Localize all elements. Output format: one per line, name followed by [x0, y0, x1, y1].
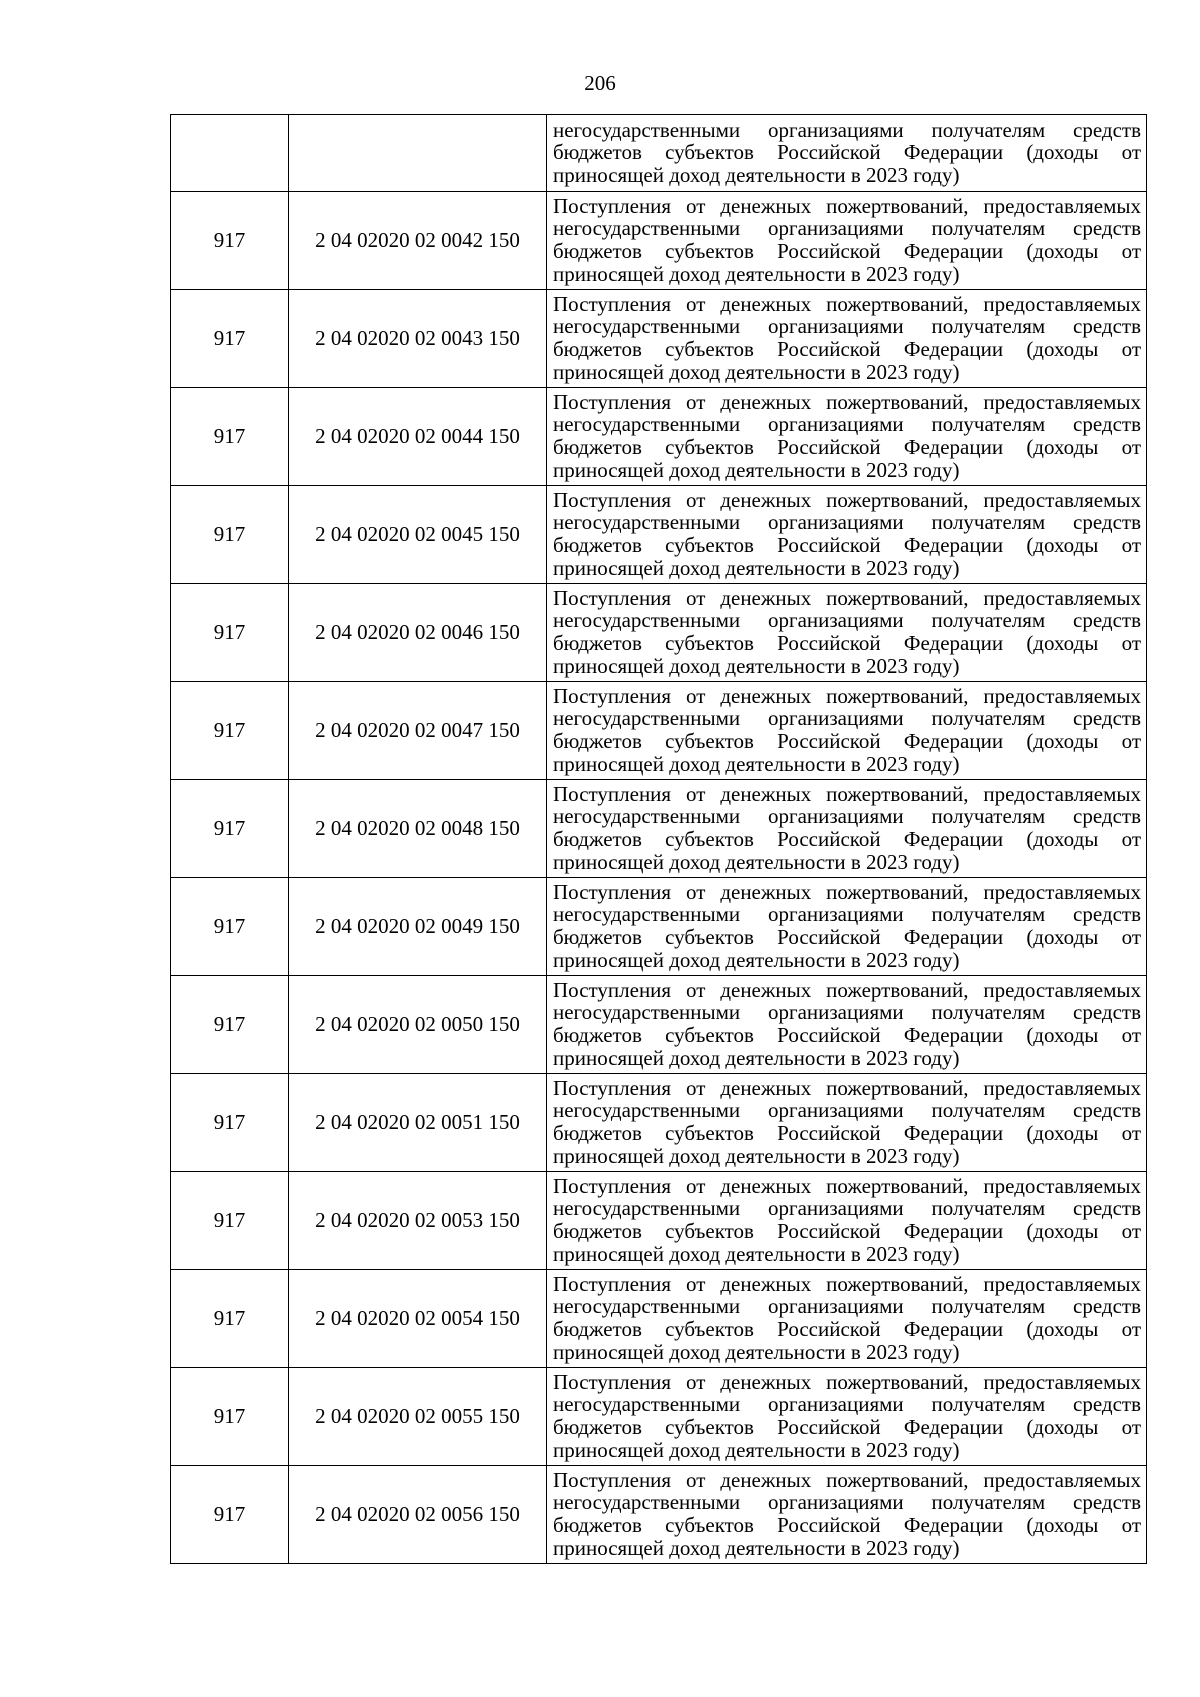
- table-row-continuation: [171, 115, 1147, 192]
- table-row: [171, 1270, 1147, 1368]
- kbk-code-cell: 2 04 02020 02 0054 150: [289, 1270, 547, 1368]
- admin-code-cell: 917: [171, 1074, 289, 1172]
- admin-code-cell: 917: [171, 584, 289, 682]
- admin-code-cell: [171, 115, 289, 192]
- kbk-code-cell: 2 04 02020 02 0043 150: [289, 290, 547, 388]
- admin-code-cell: 917: [171, 780, 289, 878]
- admin-code-cell: 917: [171, 976, 289, 1074]
- kbk-code-cell: 2 04 02020 02 0055 150: [289, 1368, 547, 1466]
- admin-code-cell: 917: [171, 878, 289, 976]
- admin-code-cell: 917: [171, 388, 289, 486]
- description-cell: Поступления от денежных пожертвований, предоставляемых негосударственными организациями получателям средств бюджетов субъектов Российской Федерации (доходы от приносящей доход деятельности в 2023 году): [547, 1466, 1147, 1564]
- table-row: [171, 1172, 1147, 1270]
- table-row: [171, 388, 1147, 486]
- description-cell: Поступления от денежных пожертвований, предоставляемых негосударственными организациями получателям средств бюджетов субъектов Российской Федерации (доходы от приносящей доход деятельности в 2023 году): [547, 584, 1147, 682]
- table-row: [171, 486, 1147, 584]
- admin-code-cell: 917: [171, 1270, 289, 1368]
- kbk-code-cell: 2 04 02020 02 0042 150: [289, 192, 547, 290]
- kbk-code-cell: 2 04 02020 02 0046 150: [289, 584, 547, 682]
- admin-code-cell: 917: [171, 1368, 289, 1466]
- table-row: [171, 780, 1147, 878]
- description-cell: Поступления от денежных пожертвований, предоставляемых негосударственными организациями получателям средств бюджетов субъектов Российской Федерации (доходы от приносящей доход деятельности в 2023 году): [547, 1368, 1147, 1466]
- description-cell: Поступления от денежных пожертвований, предоставляемых негосударственными организациями получателям средств бюджетов субъектов Российской Федерации (доходы от приносящей доход деятельности в 2023 году): [547, 1074, 1147, 1172]
- description-cell: Поступления от денежных пожертвований, предоставляемых негосударственными организациями получателям средств бюджетов субъектов Российской Федерации (доходы от приносящей доход деятельности в 2023 году): [547, 1270, 1147, 1368]
- table-row: [171, 584, 1147, 682]
- table-row: [171, 1466, 1147, 1564]
- table-row: [171, 1368, 1147, 1466]
- description-cell: негосударственными организациями получателям средств бюджетов субъектов Российской Федерации (доходы от приносящей доход деятельности в 2023 году): [547, 115, 1147, 192]
- description-cell: Поступления от денежных пожертвований, предоставляемых негосударственными организациями получателям средств бюджетов субъектов Российской Федерации (доходы от приносящей доход деятельности в 2023 году): [547, 290, 1147, 388]
- admin-code-cell: 917: [171, 1172, 289, 1270]
- table-row: [171, 976, 1147, 1074]
- table-row: [171, 878, 1147, 976]
- page-number: 206: [584, 71, 616, 95]
- description-cell: Поступления от денежных пожертвований, предоставляемых негосударственными организациями получателям средств бюджетов субъектов Российской Федерации (доходы от приносящей доход деятельности в 2023 году): [547, 486, 1147, 584]
- description-cell: Поступления от денежных пожертвований, предоставляемых негосударственными организациями получателям средств бюджетов субъектов Российской Федерации (доходы от приносящей доход деятельности в 2023 году): [547, 388, 1147, 486]
- kbk-code-cell: [289, 115, 547, 192]
- budget-revenue-table: [170, 114, 1147, 1564]
- description-cell: Поступления от денежных пожертвований, предоставляемых негосударственными организациями получателям средств бюджетов субъектов Российской Федерации (доходы от приносящей доход деятельности в 2023 году): [547, 780, 1147, 878]
- kbk-code-cell: 2 04 02020 02 0050 150: [289, 976, 547, 1074]
- kbk-code-cell: 2 04 02020 02 0056 150: [289, 1466, 547, 1564]
- table-body: [171, 115, 1147, 1564]
- admin-code-cell: 917: [171, 486, 289, 584]
- description-cell: Поступления от денежных пожертвований, предоставляемых негосударственными организациями получателям средств бюджетов субъектов Российской Федерации (доходы от приносящей доход деятельности в 2023 году): [547, 682, 1147, 780]
- kbk-code-cell: 2 04 02020 02 0047 150: [289, 682, 547, 780]
- kbk-code-cell: 2 04 02020 02 0045 150: [289, 486, 547, 584]
- description-cell: Поступления от денежных пожертвований, предоставляемых негосударственными организациями получателям средств бюджетов субъектов Российской Федерации (доходы от приносящей доход деятельности в 2023 году): [547, 192, 1147, 290]
- table-row: [171, 682, 1147, 780]
- table-row: [171, 192, 1147, 290]
- table-row: [171, 1074, 1147, 1172]
- kbk-code-cell: 2 04 02020 02 0053 150: [289, 1172, 547, 1270]
- kbk-code-cell: 2 04 02020 02 0044 150: [289, 388, 547, 486]
- description-cell: Поступления от денежных пожертвований, предоставляемых негосударственными организациями получателям средств бюджетов субъектов Российской Федерации (доходы от приносящей доход деятельности в 2023 году): [547, 878, 1147, 976]
- admin-code-cell: 917: [171, 290, 289, 388]
- kbk-code-cell: 2 04 02020 02 0048 150: [289, 780, 547, 878]
- admin-code-cell: 917: [171, 682, 289, 780]
- kbk-code-cell: 2 04 02020 02 0049 150: [289, 878, 547, 976]
- description-cell: Поступления от денежных пожертвований, предоставляемых негосударственными организациями получателям средств бюджетов субъектов Российской Федерации (доходы от приносящей доход деятельности в 2023 году): [547, 1172, 1147, 1270]
- admin-code-cell: 917: [171, 192, 289, 290]
- admin-code-cell: 917: [171, 1466, 289, 1564]
- description-cell: Поступления от денежных пожертвований, предоставляемых негосударственными организациями получателям средств бюджетов субъектов Российской Федерации (доходы от приносящей доход деятельности в 2023 году): [547, 976, 1147, 1074]
- kbk-code-cell: 2 04 02020 02 0051 150: [289, 1074, 547, 1172]
- table-row: [171, 290, 1147, 388]
